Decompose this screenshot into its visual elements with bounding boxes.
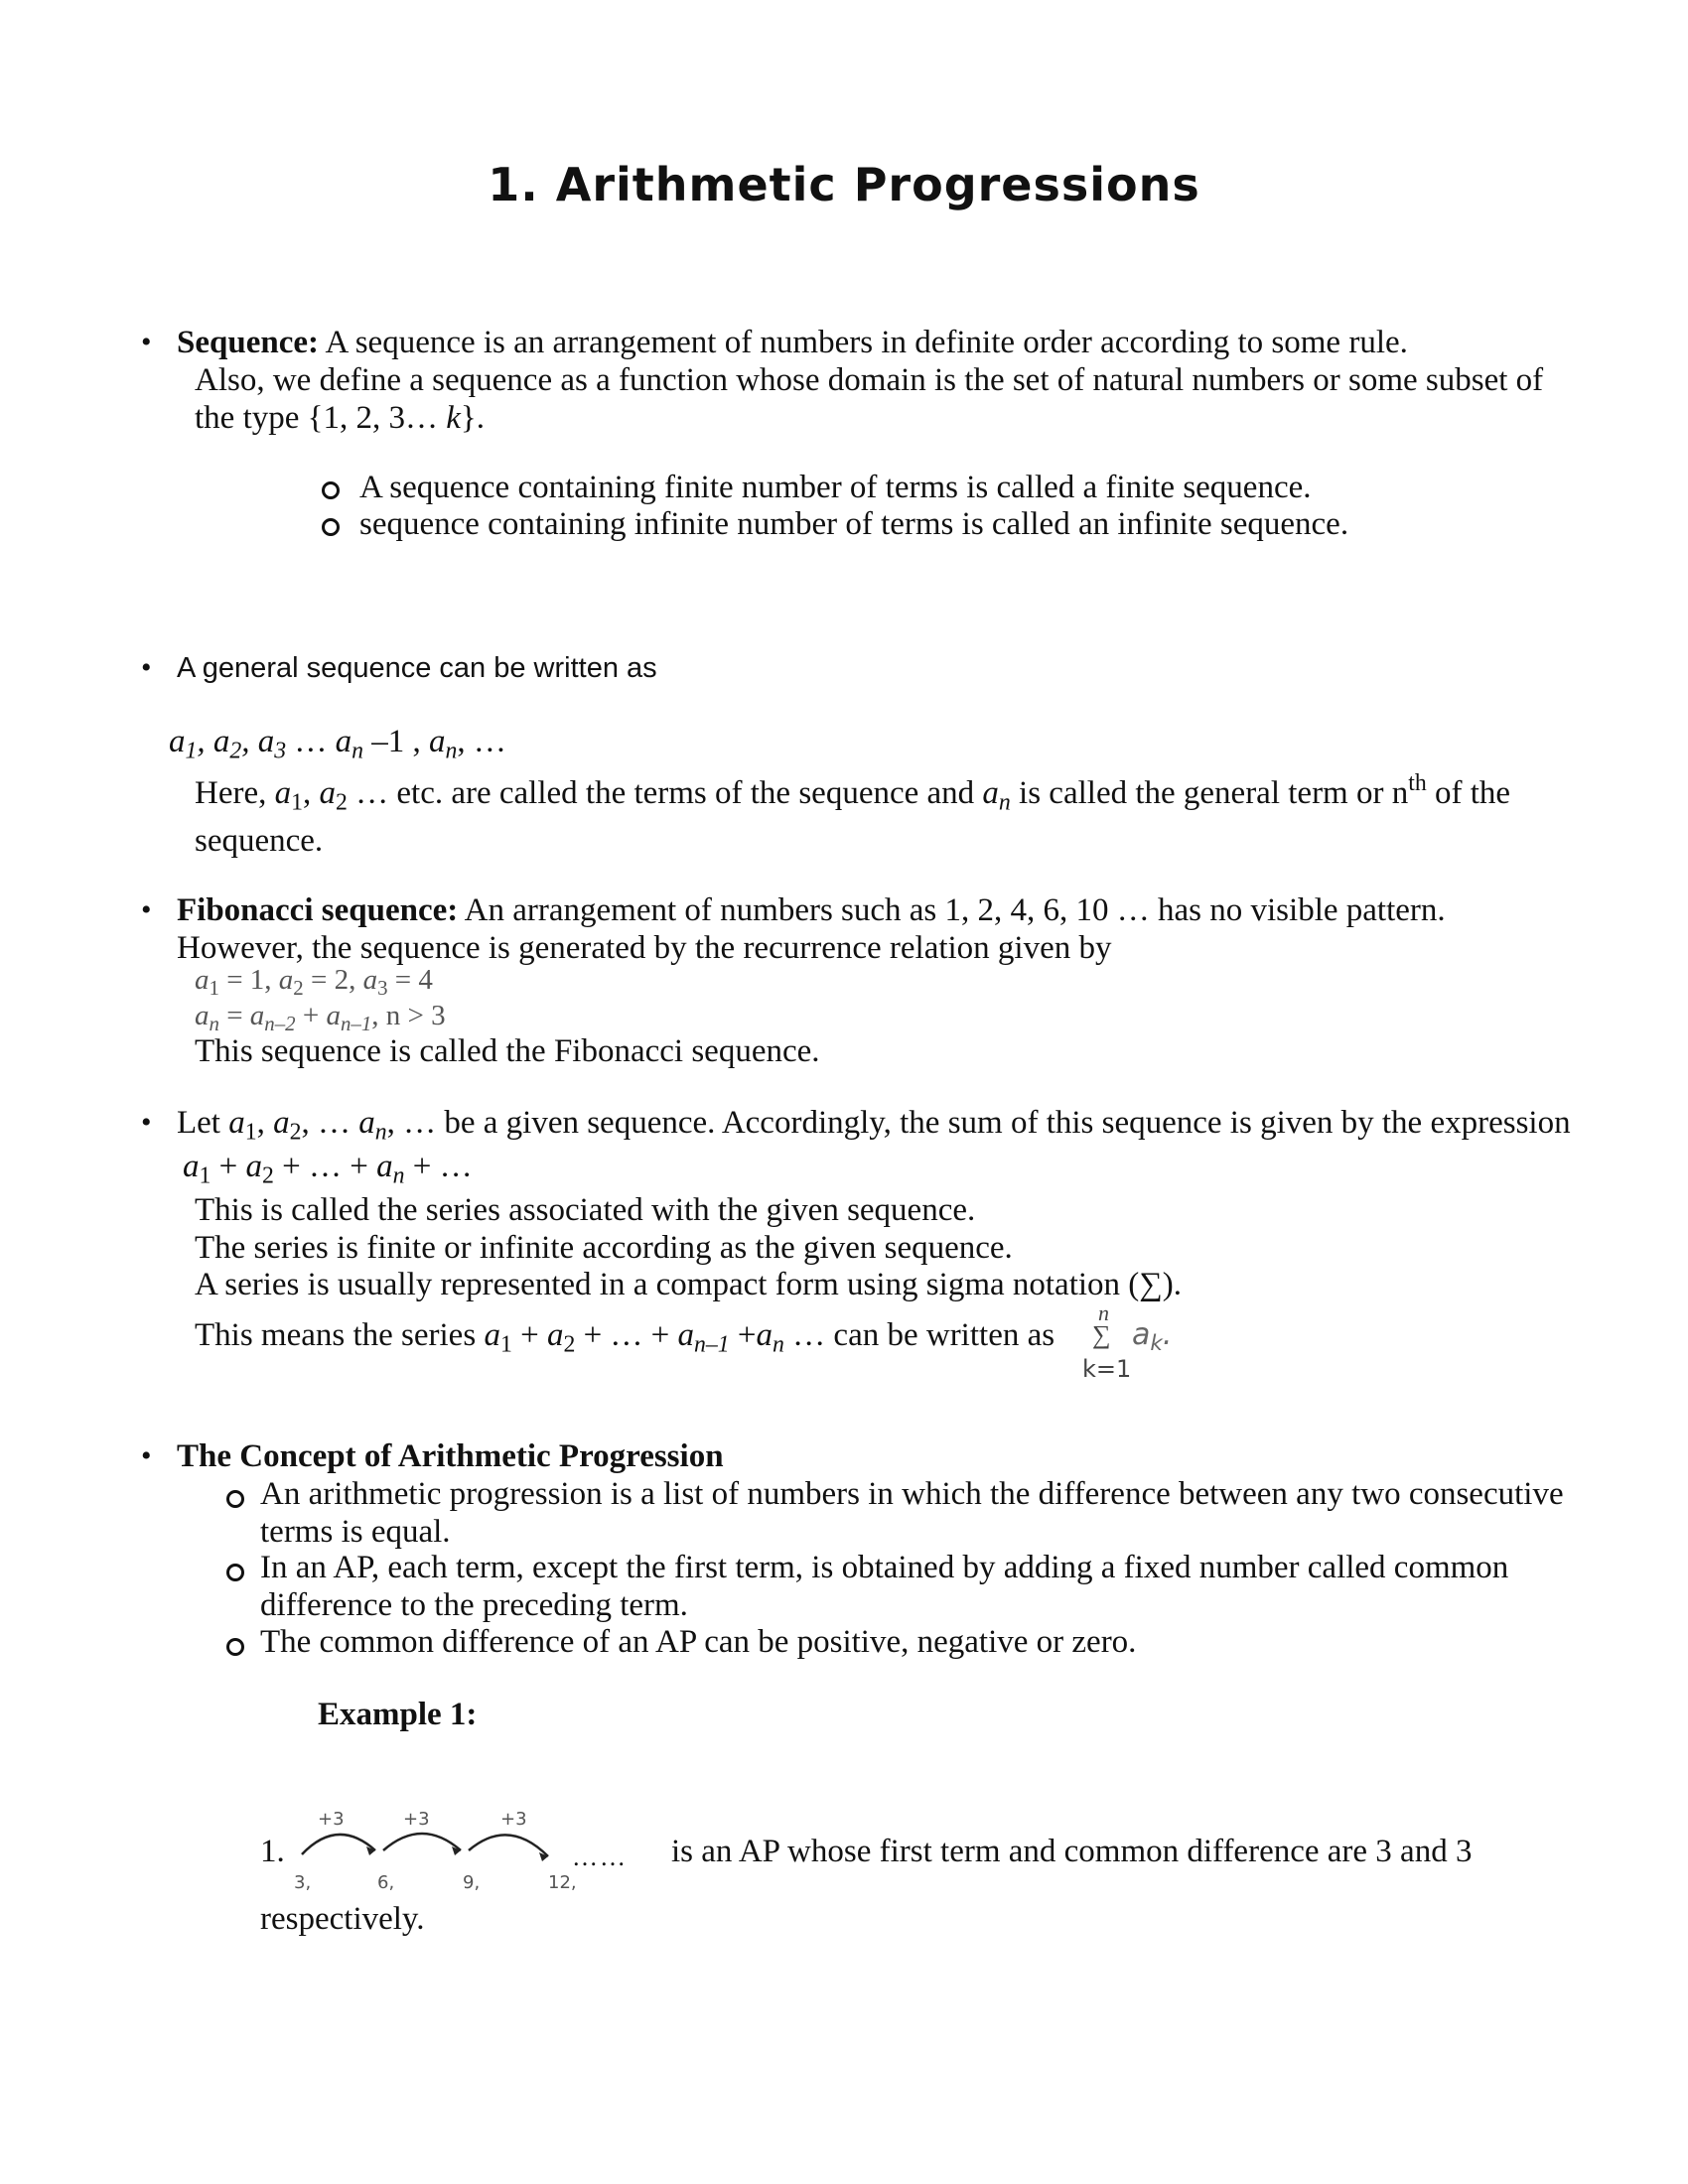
ap-term-1: 3, xyxy=(294,1872,312,1893)
example-heading: Example 1: xyxy=(318,1697,478,1732)
concept-heading: The Concept of Arithmetic Progression xyxy=(177,1438,724,1474)
sub-bullet xyxy=(322,471,340,508)
concept-bullet-2b: difference to the preceding term. xyxy=(260,1587,688,1623)
example-text-line-1: is an AP whose first term and common difference are 3 and 3 xyxy=(671,1834,1473,1869)
page-title: 1. Arithmetic Progressions xyxy=(488,158,1200,211)
general-sequence-explanation: Here, $a_1$, $a_2$ … etc. are called the terms of the sequence and $a_n$ is called the general term or $n^{th}$ of the xyxy=(195,769,1511,816)
sub-bullet xyxy=(226,1479,244,1517)
series-line-1: Let $a_1$, $a_2$, … $a_n$, … be a given sequence. Accordingly, the sum of this sequence is given by the expression xyxy=(177,1105,1571,1146)
sequence-line-1: Sequence: A sequence is an arrangement of numbers in definite order according to some rule. xyxy=(177,325,1408,360)
series-line-3: The series is finite or infinite according as the given sequence. xyxy=(195,1230,1013,1266)
sequence-line-2: Also, we define a sequence as a function whose domain is the set of natural numbers or some subset of xyxy=(195,362,1544,398)
fibonacci-label: Fibonacci sequence: xyxy=(177,892,459,928)
fibonacci-line-2: However, the sequence is generated by the recurrence relation given by xyxy=(177,930,1112,966)
ap-term-4: 12, xyxy=(548,1872,577,1893)
bullet: • xyxy=(141,893,152,926)
ap-term-2: 6, xyxy=(377,1872,395,1893)
series-line-2: This is called the series associated with the given sequence. xyxy=(195,1192,976,1228)
example-number: 1. xyxy=(260,1834,285,1869)
sigma-term: $a_k$. xyxy=(1132,1317,1173,1357)
sequence-line-3: the type {1, 2, 3… k}. xyxy=(195,400,485,436)
concept-bullet-2a: In an AP, each term, except the first term, is obtained by adding a fixed number called common xyxy=(260,1550,1509,1585)
concept-bullet-1a: An arithmetic progression is a list of numbers in which the difference between any two consecutive xyxy=(260,1476,1564,1512)
sequence-label: Sequence: xyxy=(177,325,319,360)
concept-bullet-1b: terms is equal. xyxy=(260,1514,451,1550)
sigma-upper-limit: n xyxy=(1098,1300,1109,1325)
general-sequence-formula: $a_1$, $a_2$, $a_3$ … $a_n$ –1 , $a_n$, … xyxy=(169,724,506,764)
fibonacci-relation-2: $a_n = a_{n-2} + a_{n-1}$, n > 3 xyxy=(195,1000,446,1035)
fibonacci-line-3: This sequence is called the Fibonacci sequence. xyxy=(195,1033,820,1069)
general-sequence-explanation-end: sequence. xyxy=(195,823,324,859)
sigma-lower-limit: k=1 xyxy=(1082,1355,1132,1383)
finite-sequence-text: A sequence containing finite number of terms is called a finite sequence. xyxy=(359,470,1312,505)
fibonacci-line-1: Fibonacci sequence: An arrangement of numbers such as 1, 2, 4, 6, 10 … has no visible pattern. xyxy=(177,892,1446,928)
example-text-line-2: respectively. xyxy=(260,1901,425,1937)
sub-bullet xyxy=(322,507,340,545)
bullet: • xyxy=(141,651,152,684)
general-sequence-intro: A general sequence can be written as xyxy=(177,652,657,684)
bullet: • xyxy=(141,326,152,358)
increment-label-2: +3 xyxy=(403,1809,430,1830)
sub-bullet xyxy=(226,1553,244,1590)
series-expression: $a_1 + a_2$ + … + $a_n$ + … xyxy=(183,1149,473,1189)
ap-term-3: 9, xyxy=(463,1872,481,1893)
increment-label-3: +3 xyxy=(500,1809,527,1830)
bullet: • xyxy=(141,1106,152,1139)
trailing-dots: …… xyxy=(572,1843,628,1871)
bullet: • xyxy=(141,1439,152,1472)
sigma-symbol: ∑ xyxy=(1092,1320,1111,1349)
fibonacci-relation-1: $a_1 = 1$, $a_2 = 2$, $a_3 = 4$ xyxy=(195,964,433,1000)
sub-bullet xyxy=(226,1627,244,1665)
infinite-sequence-text: sequence containing infinite number of terms is called an infinite sequence. xyxy=(359,506,1349,542)
series-line-5: This means the series $a_1 + a_2$ + … + $a_{n-1} +a_n$ … can be written as xyxy=(195,1317,1055,1358)
increment-label-1: +3 xyxy=(318,1809,345,1830)
concept-bullet-3: The common difference of an AP can be positive, negative or zero. xyxy=(260,1624,1137,1660)
series-line-4: A series is usually represented in a compact form using sigma notation (∑). xyxy=(195,1267,1183,1302)
